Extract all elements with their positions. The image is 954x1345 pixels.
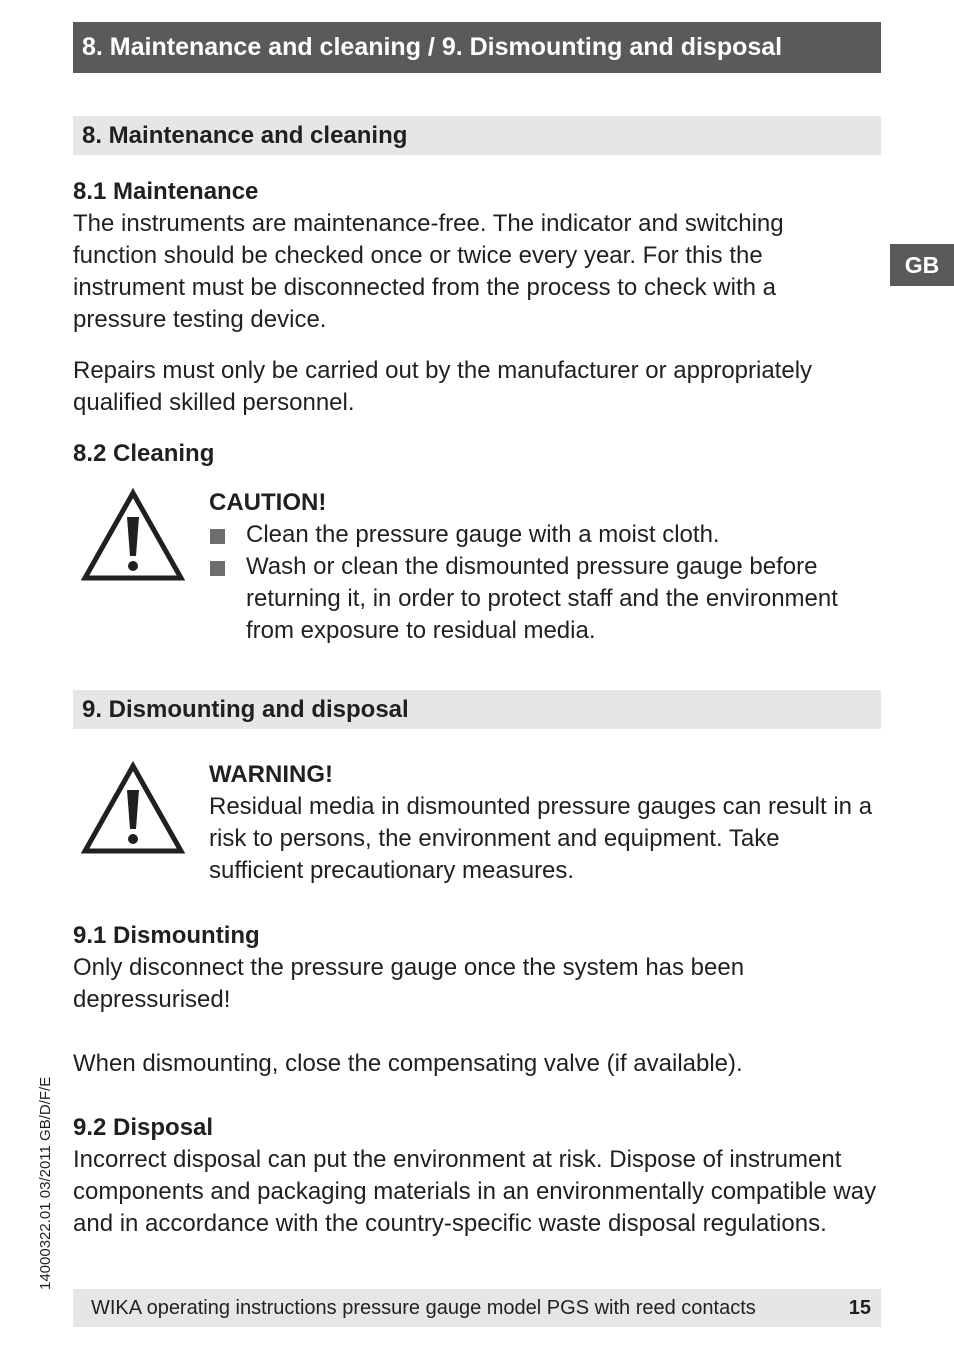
language-tab-gb[interactable]: GB xyxy=(890,244,954,286)
heading-maintenance: 8.1 Maintenance xyxy=(73,178,259,205)
dismounting-paragraph: Only disconnect the pressure gauge once the system has been depressurised! xyxy=(73,954,745,1013)
section-heading-dismounting-disposal: 9. Dismounting and disposal xyxy=(73,690,881,729)
heading-disposal: 9.2 Disposal xyxy=(73,1114,214,1141)
warning-paragraph: Residual media in dismounted pressure gauges can result in a risk to persons, the environment and equipment. Take sufficient precautionary measures. xyxy=(209,793,873,884)
footer-bar xyxy=(73,1289,881,1327)
page-number: 15 xyxy=(848,1297,871,1319)
list-item xyxy=(209,519,874,551)
document-code: 14000322.01 03/2011 GB/D/F/E xyxy=(37,1076,54,1290)
bullet-text: Clean the pressure gauge with a moist cloth. xyxy=(246,521,720,548)
list-item xyxy=(209,551,874,647)
footer-text: WIKA operating instructions pressure gauge model PGS with reed contacts xyxy=(91,1297,756,1319)
heading-dismounting: 9.1 Dismounting xyxy=(73,922,260,949)
bullet-text: Wash or clean the dismounted pressure gauge before returning it, in order to protect staff and the environment from exposure to residual media. xyxy=(246,553,838,644)
warning-triangle-icon xyxy=(81,760,185,855)
warning-label: WARNING! xyxy=(209,761,333,788)
square-bullet-icon xyxy=(210,561,225,576)
heading-cleaning: 8.2 Cleaning xyxy=(73,440,215,467)
disposal-paragraph: Incorrect disposal can put the environment at risk. Dispose of instrument components and packaging materials in an environmentally compatible way and in accordance with the country-specific waste disposal regulations. xyxy=(73,1146,877,1237)
repairs-paragraph: Repairs must only be carried out by the manufacturer or appropriately qualified skilled personnel. xyxy=(73,357,813,416)
square-bullet-icon xyxy=(210,529,225,544)
compensating-valve-paragraph: When dismounting, close the compensating valve (if available). xyxy=(73,1050,743,1077)
maintenance-paragraph: The instruments are maintenance-free. The indicator and switching function should be checked once or twice every year. For this the instrument must be disconnected from the process to check with a pressure testing device. xyxy=(73,210,784,333)
warning-triangle-icon xyxy=(81,487,185,582)
cleaning-bullet-list xyxy=(209,519,874,647)
page-header-bar: 8. Maintenance and cleaning / 9. Dismounting and disposal xyxy=(73,22,881,73)
caution-label: CAUTION! xyxy=(209,489,327,516)
section-heading-maintenance-cleaning: 8. Maintenance and cleaning xyxy=(73,116,881,155)
